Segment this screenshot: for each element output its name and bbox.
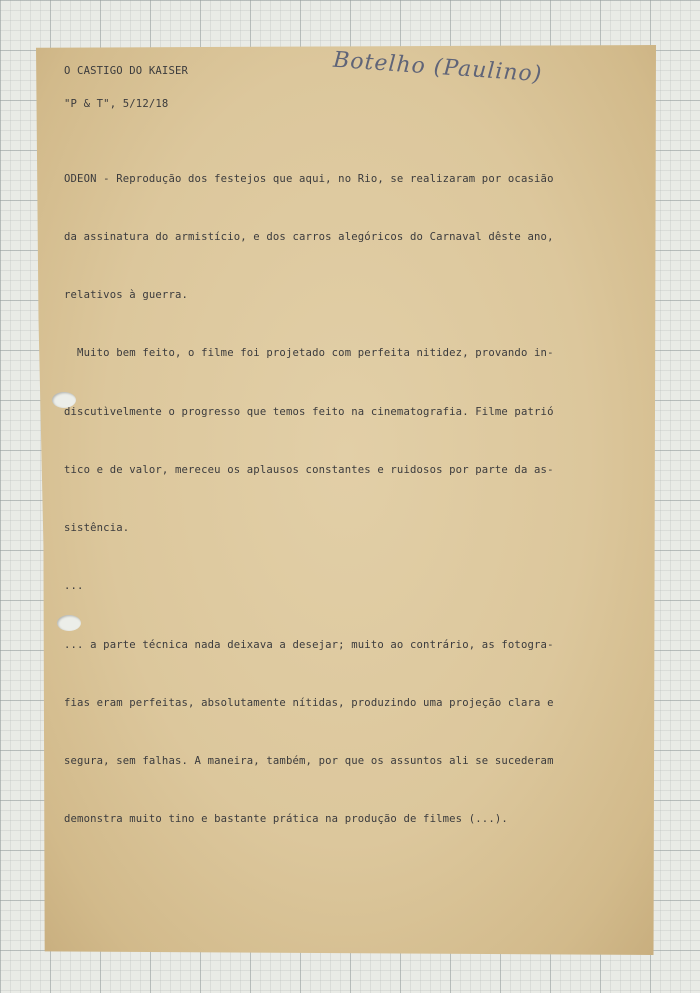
body-line: relativos à guerra. [64, 289, 189, 302]
body-line: segura, sem falhas. A maneira, também, por que os assuntos ali se sucederam [64, 755, 554, 767]
body-line: sistência. [64, 522, 130, 535]
body-line: tico e de valor, mereceu os aplausos constantes e ruidosos por parte da as- [64, 463, 554, 476]
document-source: "P & T", 5/12/18 [64, 98, 169, 110]
body-line: demonstra muito tino e bastante prática na produção de filmes (...). [64, 813, 508, 826]
body-line: ... a parte técnica nada deixava a desejar; muito ao contrário, as fotogra- [64, 638, 554, 651]
body-line: discutìvelmente o progresso que temos feito na cinematografia. Filme patrió [64, 405, 554, 418]
body-line: da assinatura do armistício, e dos carros alegóricos do Carnaval dêste ano, [64, 231, 554, 244]
handwritten-note: Botelho (Paulino) [332, 47, 544, 88]
body-line: ... [64, 580, 84, 593]
document-title: O CASTIGO DO KAISER [64, 65, 189, 77]
body-line: Muito bem feito, o filme foi projetado com perfeita nitidez, provando in- [64, 347, 554, 360]
body-line: fias eram perfeitas, absolutamente nítidas, produzindo uma projeção clara e [64, 696, 554, 709]
document-body [64, 131, 554, 849]
body-line: ODEON - Reprodução dos festejos que aqui, no Rio, se realizaram por ocasião [64, 172, 554, 185]
